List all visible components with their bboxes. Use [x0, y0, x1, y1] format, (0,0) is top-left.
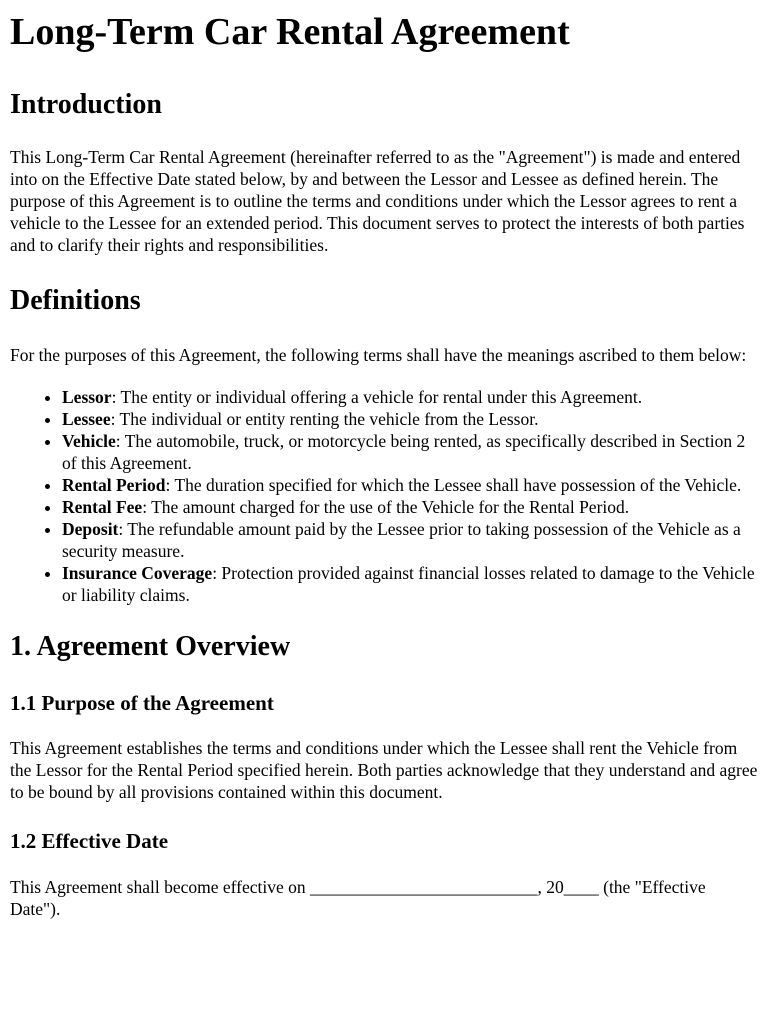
definition-text: : The individual or entity renting the vehicle from the Lessor.	[110, 409, 539, 429]
definition-text: : The automobile, truck, or motorcycle being rented, as specifically described in Section 2 of this Agreement.	[62, 431, 746, 473]
definition-item	[62, 496, 760, 518]
definitions-intro: For the purposes of this Agreement, the following terms shall have the meanings ascribed to them below:	[10, 345, 747, 365]
definition-text: : Protection provided against financial losses related to damage to the Vehicle or liability claims.	[62, 563, 755, 605]
definition-item	[62, 386, 760, 408]
introduction-paragraph: This Long-Term Car Rental Agreement (hereinafter referred to as the "Agreement") is made and entered into on the Effective Date stated below, by and between the Lessor and Lessee as defined herein. The purpose of this Agreement is to outline the terms and conditions under which the Lessor agrees to rent a vehicle to the Lessee for an extended period. This document serves to protect the interests of both parties and to clarify their rights and responsibilities.	[10, 147, 745, 255]
definition-term: Lessee	[62, 409, 111, 429]
overview-heading: 1. Agreement Overview	[10, 631, 291, 662]
definition-text: : The refundable amount paid by the Lessee prior to taking possession of the Vehicle as a security measure.	[62, 519, 741, 561]
definitions-heading: Definitions	[10, 285, 141, 316]
definition-item	[62, 430, 760, 474]
definition-term: Lessor	[62, 387, 112, 407]
definition-term: Deposit	[62, 519, 119, 539]
effective-date-paragraph: This Agreement shall become effective on __________________________, 20____ (the "Effective Date").	[10, 877, 706, 919]
definitions-list	[10, 386, 760, 606]
definition-item	[62, 408, 760, 430]
purpose-paragraph: This Agreement establishes the terms and conditions under which the Lessee shall rent the Vehicle from the Lessor for the Rental Period specified herein. Both parties acknowledge that they understand and agree to be bound by all provisions contained within this document.	[10, 738, 758, 802]
introduction-heading: Introduction	[10, 89, 162, 120]
definition-item	[62, 562, 760, 606]
definition-item	[62, 518, 760, 562]
document-title: Long-Term Car Rental Agreement	[10, 11, 570, 53]
effective-date-heading: 1.2 Effective Date	[10, 829, 169, 853]
definition-text: : The entity or individual offering a vehicle for rental under this Agreement.	[111, 387, 643, 407]
definition-item	[62, 474, 760, 496]
document-page	[0, 9, 770, 920]
definition-term: Rental Fee	[62, 497, 143, 517]
purpose-heading: 1.1 Purpose of the Agreement	[10, 691, 274, 715]
definition-term: Insurance Coverage	[62, 563, 213, 583]
definition-text: : The amount charged for the use of the Vehicle for the Rental Period.	[142, 497, 630, 517]
definition-term: Vehicle	[62, 431, 116, 451]
definition-term: Rental Period	[62, 475, 166, 495]
definition-text: : The duration specified for which the Lessee shall have possession of the Vehicle.	[165, 475, 742, 495]
